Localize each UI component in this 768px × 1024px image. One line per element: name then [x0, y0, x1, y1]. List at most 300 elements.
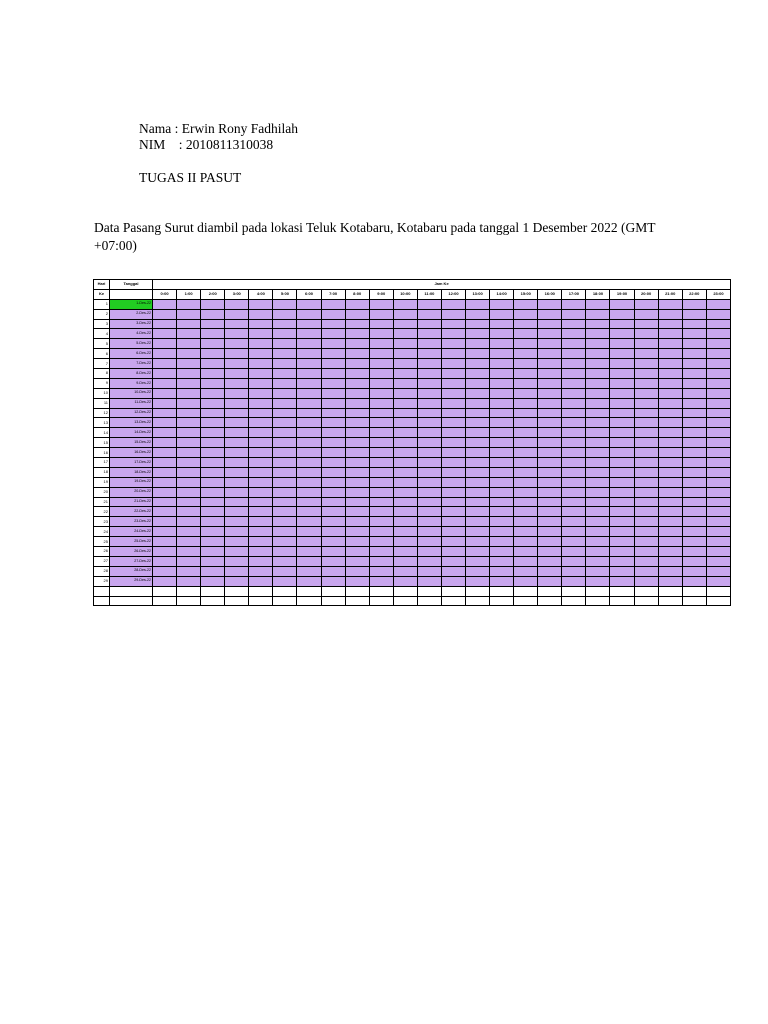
row-number[interactable]: 15	[94, 438, 110, 448]
tide-cell[interactable]	[441, 309, 465, 319]
tide-cell[interactable]	[634, 458, 658, 468]
tide-cell[interactable]	[682, 527, 706, 537]
tide-cell[interactable]	[225, 398, 249, 408]
tide-cell[interactable]	[706, 487, 730, 497]
tide-cell[interactable]	[345, 487, 369, 497]
tide-cell[interactable]	[321, 339, 345, 349]
tide-cell[interactable]	[345, 369, 369, 379]
tide-cell[interactable]	[369, 378, 393, 388]
tide-cell[interactable]	[514, 487, 538, 497]
tide-cell[interactable]	[417, 438, 441, 448]
tide-cell[interactable]	[393, 309, 417, 319]
tide-cell[interactable]	[393, 458, 417, 468]
tide-cell[interactable]	[514, 467, 538, 477]
tide-cell[interactable]	[610, 349, 634, 359]
tide-cell[interactable]	[201, 517, 225, 527]
tide-cell[interactable]	[249, 428, 273, 438]
tide-cell[interactable]	[706, 467, 730, 477]
tide-cell[interactable]	[369, 448, 393, 458]
tide-cell[interactable]	[417, 299, 441, 309]
tide-cell[interactable]	[658, 487, 682, 497]
tide-cell[interactable]	[369, 319, 393, 329]
tide-cell[interactable]	[586, 507, 610, 517]
tide-cell[interactable]	[441, 329, 465, 339]
tide-cell[interactable]	[610, 448, 634, 458]
row-date[interactable]: 28-Des-22	[110, 566, 153, 576]
row-number[interactable]: 2	[94, 309, 110, 319]
header-hour[interactable]: 6:00	[297, 289, 321, 299]
tide-cell[interactable]	[345, 556, 369, 566]
tide-cell[interactable]	[682, 398, 706, 408]
tide-cell[interactable]	[610, 467, 634, 477]
header-hour[interactable]: 11:00	[417, 289, 441, 299]
tide-cell[interactable]	[514, 408, 538, 418]
tide-cell[interactable]	[562, 329, 586, 339]
row-date[interactable]: 4-Des-22	[110, 329, 153, 339]
tide-cell[interactable]	[610, 408, 634, 418]
tide-cell[interactable]	[249, 458, 273, 468]
tide-cell[interactable]	[393, 537, 417, 547]
tide-cell[interactable]	[321, 428, 345, 438]
tide-cell[interactable]	[682, 359, 706, 369]
tide-cell[interactable]	[345, 309, 369, 319]
tide-cell[interactable]	[249, 507, 273, 517]
tide-cell[interactable]	[201, 556, 225, 566]
tide-cell[interactable]	[153, 398, 177, 408]
tide-cell[interactable]	[417, 547, 441, 557]
tide-cell[interactable]	[393, 517, 417, 527]
tide-cell[interactable]	[466, 477, 490, 487]
header-ke[interactable]: Ke	[94, 289, 110, 299]
tide-cell[interactable]	[153, 576, 177, 586]
tide-cell[interactable]	[321, 309, 345, 319]
tide-cell[interactable]	[225, 299, 249, 309]
tide-cell[interactable]	[153, 537, 177, 547]
tide-cell[interactable]	[369, 467, 393, 477]
empty-cell[interactable]	[94, 586, 110, 596]
tide-cell[interactable]	[706, 378, 730, 388]
tide-cell[interactable]	[321, 527, 345, 537]
tide-cell[interactable]	[225, 547, 249, 557]
tide-cell[interactable]	[153, 477, 177, 487]
tide-cell[interactable]	[538, 448, 562, 458]
tide-cell[interactable]	[658, 408, 682, 418]
tide-cell[interactable]	[201, 339, 225, 349]
tide-cell[interactable]	[538, 497, 562, 507]
row-date[interactable]: 19-Des-22	[110, 477, 153, 487]
tide-cell[interactable]	[466, 359, 490, 369]
tide-cell[interactable]	[514, 458, 538, 468]
tide-cell[interactable]	[201, 438, 225, 448]
tide-cell[interactable]	[466, 566, 490, 576]
tide-cell[interactable]	[177, 309, 201, 319]
tide-cell[interactable]	[610, 517, 634, 527]
row-date[interactable]: 7-Des-22	[110, 359, 153, 369]
tide-cell[interactable]	[610, 339, 634, 349]
tide-cell[interactable]	[417, 428, 441, 438]
row-date[interactable]: 15-Des-22	[110, 438, 153, 448]
empty-cell[interactable]	[273, 586, 297, 596]
tide-cell[interactable]	[345, 349, 369, 359]
tide-cell[interactable]	[490, 378, 514, 388]
tide-cell[interactable]	[225, 448, 249, 458]
header-hour[interactable]: 8:00	[345, 289, 369, 299]
tide-cell[interactable]	[634, 497, 658, 507]
tide-cell[interactable]	[369, 388, 393, 398]
tide-cell[interactable]	[658, 319, 682, 329]
tide-cell[interactable]	[706, 576, 730, 586]
tide-cell[interactable]	[586, 299, 610, 309]
tide-cell[interactable]	[393, 349, 417, 359]
tide-cell[interactable]	[369, 576, 393, 586]
tide-cell[interactable]	[393, 359, 417, 369]
tide-cell[interactable]	[441, 339, 465, 349]
tide-cell[interactable]	[562, 497, 586, 507]
empty-cell[interactable]	[110, 586, 153, 596]
tide-cell[interactable]	[562, 477, 586, 487]
tide-cell[interactable]	[201, 398, 225, 408]
tide-cell[interactable]	[273, 378, 297, 388]
tide-cell[interactable]	[562, 428, 586, 438]
tide-cell[interactable]	[345, 378, 369, 388]
tide-cell[interactable]	[345, 566, 369, 576]
tide-cell[interactable]	[490, 349, 514, 359]
tide-cell[interactable]	[610, 537, 634, 547]
tide-cell[interactable]	[610, 458, 634, 468]
tide-cell[interactable]	[297, 507, 321, 517]
tide-cell[interactable]	[441, 359, 465, 369]
row-date[interactable]: 14-Des-22	[110, 428, 153, 438]
row-number[interactable]: 4	[94, 329, 110, 339]
tide-cell[interactable]	[297, 378, 321, 388]
tide-cell[interactable]	[393, 299, 417, 309]
tide-cell[interactable]	[538, 487, 562, 497]
tide-cell[interactable]	[249, 378, 273, 388]
row-date[interactable]: 6-Des-22	[110, 349, 153, 359]
tide-cell[interactable]	[466, 517, 490, 527]
tide-cell[interactable]	[345, 576, 369, 586]
tide-cell[interactable]	[297, 329, 321, 339]
tide-cell[interactable]	[297, 339, 321, 349]
row-date[interactable]: 11-Des-22	[110, 398, 153, 408]
empty-cell[interactable]	[225, 586, 249, 596]
empty-cell[interactable]	[369, 586, 393, 596]
tide-cell[interactable]	[393, 438, 417, 448]
tide-cell[interactable]	[706, 556, 730, 566]
empty-cell[interactable]	[682, 596, 706, 606]
tide-cell[interactable]	[441, 566, 465, 576]
tide-cell[interactable]	[466, 329, 490, 339]
tide-cell[interactable]	[393, 507, 417, 517]
tide-cell[interactable]	[345, 428, 369, 438]
tide-cell[interactable]	[393, 329, 417, 339]
tide-cell[interactable]	[369, 299, 393, 309]
empty-cell[interactable]	[441, 596, 465, 606]
row-number[interactable]: 3	[94, 319, 110, 329]
tide-cell[interactable]	[369, 458, 393, 468]
tide-cell[interactable]	[201, 349, 225, 359]
header-jam-ke[interactable]: Jam Ke	[153, 280, 731, 290]
tide-cell[interactable]	[562, 319, 586, 329]
tide-cell[interactable]	[682, 438, 706, 448]
tide-cell[interactable]	[682, 537, 706, 547]
tide-cell[interactable]	[249, 418, 273, 428]
tide-cell[interactable]	[297, 418, 321, 428]
tide-cell[interactable]	[658, 438, 682, 448]
header-hour[interactable]: 20:00	[634, 289, 658, 299]
tide-cell[interactable]	[417, 418, 441, 428]
tide-cell[interactable]	[610, 477, 634, 487]
tide-cell[interactable]	[369, 369, 393, 379]
tide-cell[interactable]	[201, 418, 225, 428]
tide-cell[interactable]	[345, 467, 369, 477]
tide-cell[interactable]	[201, 359, 225, 369]
tide-cell[interactable]	[225, 507, 249, 517]
tide-cell[interactable]	[321, 487, 345, 497]
tide-cell[interactable]	[586, 359, 610, 369]
tide-cell[interactable]	[538, 309, 562, 319]
empty-cell[interactable]	[201, 586, 225, 596]
tide-cell[interactable]	[153, 517, 177, 527]
tide-cell[interactable]	[490, 329, 514, 339]
tide-cell[interactable]	[466, 556, 490, 566]
tide-cell[interactable]	[201, 408, 225, 418]
tide-cell[interactable]	[706, 398, 730, 408]
tide-cell[interactable]	[297, 428, 321, 438]
tide-cell[interactable]	[369, 547, 393, 557]
tide-cell[interactable]	[201, 547, 225, 557]
tide-cell[interactable]	[153, 527, 177, 537]
tide-cell[interactable]	[273, 349, 297, 359]
tide-cell[interactable]	[514, 339, 538, 349]
tide-cell[interactable]	[201, 319, 225, 329]
tide-cell[interactable]	[562, 378, 586, 388]
tide-cell[interactable]	[321, 438, 345, 448]
tide-cell[interactable]	[658, 547, 682, 557]
tide-cell[interactable]	[249, 408, 273, 418]
tide-cell[interactable]	[225, 566, 249, 576]
tide-cell[interactable]	[514, 566, 538, 576]
tide-cell[interactable]	[634, 309, 658, 319]
tide-cell[interactable]	[249, 329, 273, 339]
header-hour[interactable]: 22:00	[682, 289, 706, 299]
row-number[interactable]: 1	[94, 299, 110, 309]
tide-cell[interactable]	[562, 458, 586, 468]
tide-cell[interactable]	[297, 388, 321, 398]
tide-cell[interactable]	[441, 378, 465, 388]
tide-cell[interactable]	[514, 556, 538, 566]
tide-cell[interactable]	[706, 299, 730, 309]
tide-cell[interactable]	[201, 487, 225, 497]
header-hour[interactable]: 2:00	[201, 289, 225, 299]
tide-cell[interactable]	[634, 378, 658, 388]
tide-cell[interactable]	[297, 408, 321, 418]
tide-cell[interactable]	[345, 517, 369, 527]
tide-cell[interactable]	[225, 537, 249, 547]
tide-cell[interactable]	[706, 507, 730, 517]
tide-cell[interactable]	[345, 438, 369, 448]
empty-cell[interactable]	[201, 596, 225, 606]
tide-cell[interactable]	[273, 467, 297, 477]
empty-cell[interactable]	[562, 596, 586, 606]
tide-cell[interactable]	[538, 369, 562, 379]
tide-cell[interactable]	[610, 527, 634, 537]
tide-cell[interactable]	[514, 418, 538, 428]
tide-cell[interactable]	[177, 527, 201, 537]
tide-cell[interactable]	[514, 329, 538, 339]
tide-cell[interactable]	[225, 497, 249, 507]
tide-cell[interactable]	[321, 418, 345, 428]
tide-cell[interactable]	[514, 378, 538, 388]
tide-cell[interactable]	[441, 477, 465, 487]
tide-cell[interactable]	[225, 487, 249, 497]
tide-cell[interactable]	[682, 319, 706, 329]
row-number[interactable]: 24	[94, 527, 110, 537]
tide-cell[interactable]	[706, 309, 730, 319]
tide-cell[interactable]	[369, 566, 393, 576]
tide-cell[interactable]	[586, 349, 610, 359]
tide-cell[interactable]	[225, 418, 249, 428]
tide-cell[interactable]	[490, 388, 514, 398]
tide-cell[interactable]	[658, 339, 682, 349]
tide-cell[interactable]	[153, 369, 177, 379]
tide-cell[interactable]	[562, 408, 586, 418]
tide-cell[interactable]	[586, 458, 610, 468]
tide-cell[interactable]	[538, 388, 562, 398]
row-date[interactable]: 20-Des-22	[110, 487, 153, 497]
tide-cell[interactable]	[634, 467, 658, 477]
tide-cell[interactable]	[466, 309, 490, 319]
tide-cell[interactable]	[658, 507, 682, 517]
tide-cell[interactable]	[658, 428, 682, 438]
tide-cell[interactable]	[249, 438, 273, 448]
tide-cell[interactable]	[514, 369, 538, 379]
tide-cell[interactable]	[417, 566, 441, 576]
tide-cell[interactable]	[538, 339, 562, 349]
tide-cell[interactable]	[297, 487, 321, 497]
tide-cell[interactable]	[177, 566, 201, 576]
tide-cell[interactable]	[634, 339, 658, 349]
tide-cell[interactable]	[441, 507, 465, 517]
tide-cell[interactable]	[441, 319, 465, 329]
row-number[interactable]: 13	[94, 418, 110, 428]
tide-cell[interactable]	[706, 349, 730, 359]
tide-cell[interactable]	[634, 576, 658, 586]
tide-cell[interactable]	[345, 319, 369, 329]
empty-cell[interactable]	[514, 596, 538, 606]
row-date[interactable]: 29-Des-22	[110, 576, 153, 586]
tide-cell[interactable]	[490, 309, 514, 319]
tide-cell[interactable]	[658, 329, 682, 339]
header-hour[interactable]: 10:00	[393, 289, 417, 299]
tide-cell[interactable]	[441, 576, 465, 586]
tide-cell[interactable]	[466, 428, 490, 438]
tide-cell[interactable]	[682, 576, 706, 586]
tide-cell[interactable]	[273, 299, 297, 309]
tide-cell[interactable]	[201, 497, 225, 507]
tide-cell[interactable]	[297, 398, 321, 408]
tide-cell[interactable]	[225, 359, 249, 369]
tide-cell[interactable]	[562, 556, 586, 566]
tide-cell[interactable]	[538, 527, 562, 537]
tide-cell[interactable]	[466, 467, 490, 477]
tide-cell[interactable]	[514, 398, 538, 408]
empty-cell[interactable]	[706, 596, 730, 606]
tide-cell[interactable]	[297, 566, 321, 576]
tide-cell[interactable]	[393, 418, 417, 428]
tide-cell[interactable]	[658, 388, 682, 398]
tide-cell[interactable]	[273, 408, 297, 418]
tide-cell[interactable]	[562, 349, 586, 359]
tide-cell[interactable]	[393, 487, 417, 497]
empty-cell[interactable]	[682, 586, 706, 596]
tide-cell[interactable]	[177, 319, 201, 329]
tide-cell[interactable]	[369, 398, 393, 408]
tide-cell[interactable]	[634, 418, 658, 428]
tide-cell[interactable]	[345, 507, 369, 517]
tide-cell[interactable]	[153, 299, 177, 309]
tide-cell[interactable]	[441, 388, 465, 398]
tide-cell[interactable]	[538, 329, 562, 339]
tide-cell[interactable]	[321, 299, 345, 309]
tide-cell[interactable]	[441, 487, 465, 497]
tide-cell[interactable]	[345, 388, 369, 398]
header-tanggal-empty[interactable]	[110, 289, 153, 299]
header-hour[interactable]: 9:00	[369, 289, 393, 299]
tide-cell[interactable]	[586, 418, 610, 428]
tide-cell[interactable]	[177, 329, 201, 339]
tide-cell[interactable]	[634, 299, 658, 309]
tide-cell[interactable]	[466, 448, 490, 458]
tide-cell[interactable]	[345, 547, 369, 557]
tide-cell[interactable]	[538, 556, 562, 566]
row-number[interactable]: 27	[94, 556, 110, 566]
tide-cell[interactable]	[562, 576, 586, 586]
tide-cell[interactable]	[490, 369, 514, 379]
tide-cell[interactable]	[225, 329, 249, 339]
tide-cell[interactable]	[297, 438, 321, 448]
tide-cell[interactable]	[441, 408, 465, 418]
row-number[interactable]: 25	[94, 537, 110, 547]
tide-cell[interactable]	[225, 378, 249, 388]
tide-cell[interactable]	[490, 497, 514, 507]
tide-cell[interactable]	[153, 487, 177, 497]
tide-cell[interactable]	[321, 507, 345, 517]
empty-cell[interactable]	[538, 586, 562, 596]
tide-cell[interactable]	[562, 359, 586, 369]
empty-cell[interactable]	[610, 596, 634, 606]
tide-cell[interactable]	[490, 467, 514, 477]
tide-cell[interactable]	[682, 507, 706, 517]
tide-cell[interactable]	[634, 487, 658, 497]
tide-cell[interactable]	[297, 448, 321, 458]
tide-cell[interactable]	[634, 388, 658, 398]
header-hour[interactable]: 0:00	[153, 289, 177, 299]
empty-cell[interactable]	[249, 586, 273, 596]
tide-cell[interactable]	[177, 398, 201, 408]
tide-cell[interactable]	[514, 576, 538, 586]
row-number[interactable]: 6	[94, 349, 110, 359]
tide-cell[interactable]	[297, 576, 321, 586]
tide-cell[interactable]	[249, 527, 273, 537]
tide-cell[interactable]	[225, 369, 249, 379]
tide-cell[interactable]	[610, 497, 634, 507]
empty-cell[interactable]	[490, 596, 514, 606]
tide-cell[interactable]	[466, 458, 490, 468]
tide-cell[interactable]	[706, 527, 730, 537]
tide-cell[interactable]	[490, 527, 514, 537]
tide-cell[interactable]	[393, 467, 417, 477]
